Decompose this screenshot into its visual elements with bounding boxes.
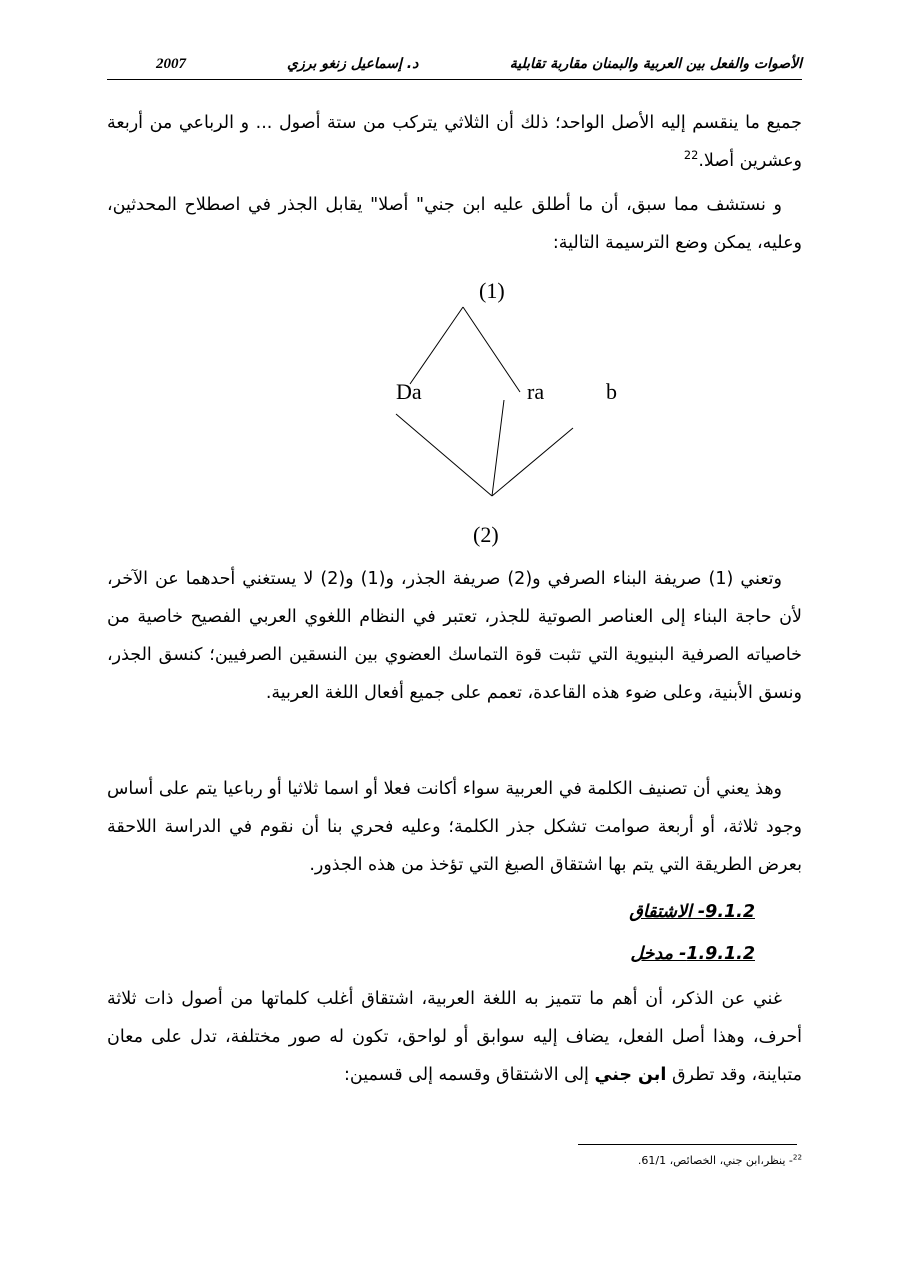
paragraph-5-bold-name: ابن جني xyxy=(594,1065,667,1085)
diagram-label-top: (1) xyxy=(479,278,505,303)
diagram-line-top-right xyxy=(463,307,520,392)
section-heading-derivation: 9.1.2- الاشتقاق xyxy=(629,902,755,922)
paragraph-1-text: جميع ما ينقسم إليه الأصل الواحد؛ ذلك أن الثلاثي يتركب من ستة أصول ... و الرباعي من أربعة وعشرين أصلا. xyxy=(107,113,802,171)
footnote-text: - ينظر،ابن جني، الخصائص، 61/1. xyxy=(637,1154,793,1167)
running-header-title: الأصوات والفعل بين العربية والبمنان مقاربة تقابلية xyxy=(509,56,802,72)
diagram-letter-da: Da xyxy=(396,379,422,404)
diagram-line-bottom-middle xyxy=(492,400,504,496)
running-header-author: د. إسماعيل زنغو برزي xyxy=(287,56,419,72)
paragraph-5 xyxy=(107,980,802,1094)
diagram-line-bottom-left xyxy=(396,414,492,496)
footnote-number: 22 xyxy=(792,1152,802,1162)
footnote-ref-22[interactable]: 22 xyxy=(683,148,699,163)
header-rule xyxy=(107,79,802,80)
diagram-line-top-left xyxy=(410,307,463,384)
root-structure-diagram xyxy=(380,274,640,554)
diagram-letter-ra: ra xyxy=(527,379,545,404)
paragraph-5-text-b: إلى الاشتقاق وقسمه إلى قسمين: xyxy=(344,1065,589,1085)
footnote-rule xyxy=(578,1144,797,1145)
section-heading-intro: 1.9.1.2- مدخل xyxy=(630,944,755,964)
running-header-year: 2007 xyxy=(156,56,186,72)
paragraph-3: وتعني (1) صريفة البناء الصرفي و(2) صريفة الجذر، و(1) و(2) لا يستغني أحدهما عن الآخر، لأن حاجة البناء إلى العناصر الصوتية للجذر، تعتبر في النظام اللغوي العربي الفصيح خاصية من خاصياته الصرفية البنيوية التي تثبت قوة التماسك العضوي بين النسقين الصرفيين؛ كنسق الجذر، ونسق الأبنية، وعلى ضوء هذه القاعدة، تعمم على جميع أفعال اللغة العربية. xyxy=(107,569,802,703)
diagram-letter-b: b xyxy=(606,379,617,404)
diagram-lines xyxy=(380,274,640,554)
diagram-line-bottom-right xyxy=(492,428,573,496)
paragraph-2: و نستشف مما سبق، أن ما أطلق عليه ابن جني" أصلا" يقابل الجذر في اصطلاح المحدثين، وعليه، يمكن وضع الترسيمة التالية: xyxy=(107,195,802,253)
paragraph-4: وهذ يعني أن تصنيف الكلمة في العربية سواء أكانت فعلا أو اسما ثلاثيا أو رباعيا يتم على أساس وجود ثلاثة، أو أربعة صوامت تشكل جذر الكلمة؛ وعليه فحري بنا أن نقوم في الدراسة اللاحقة بعرض الطريقة التي يتم بها اشتقاق الصيغ التي تؤخذ من هذه الجذور. xyxy=(107,779,802,875)
diagram-label-bottom: (2) xyxy=(473,522,499,547)
footnote-22 xyxy=(638,1154,802,1167)
paragraph-5-text-a: غني عن الذكر، أن أهم ما تتميز به اللغة العربية، اشتقاق أغلب كلماتها من أصول ذات ثلاثة أحرف، وهذا أصل الفعل، يضاف إليه سوابق أو لواحق، تكون له صور مختلفة، تدل على معان متباينة، وقد تطرق xyxy=(107,989,802,1085)
paragraph-1 xyxy=(107,104,802,180)
